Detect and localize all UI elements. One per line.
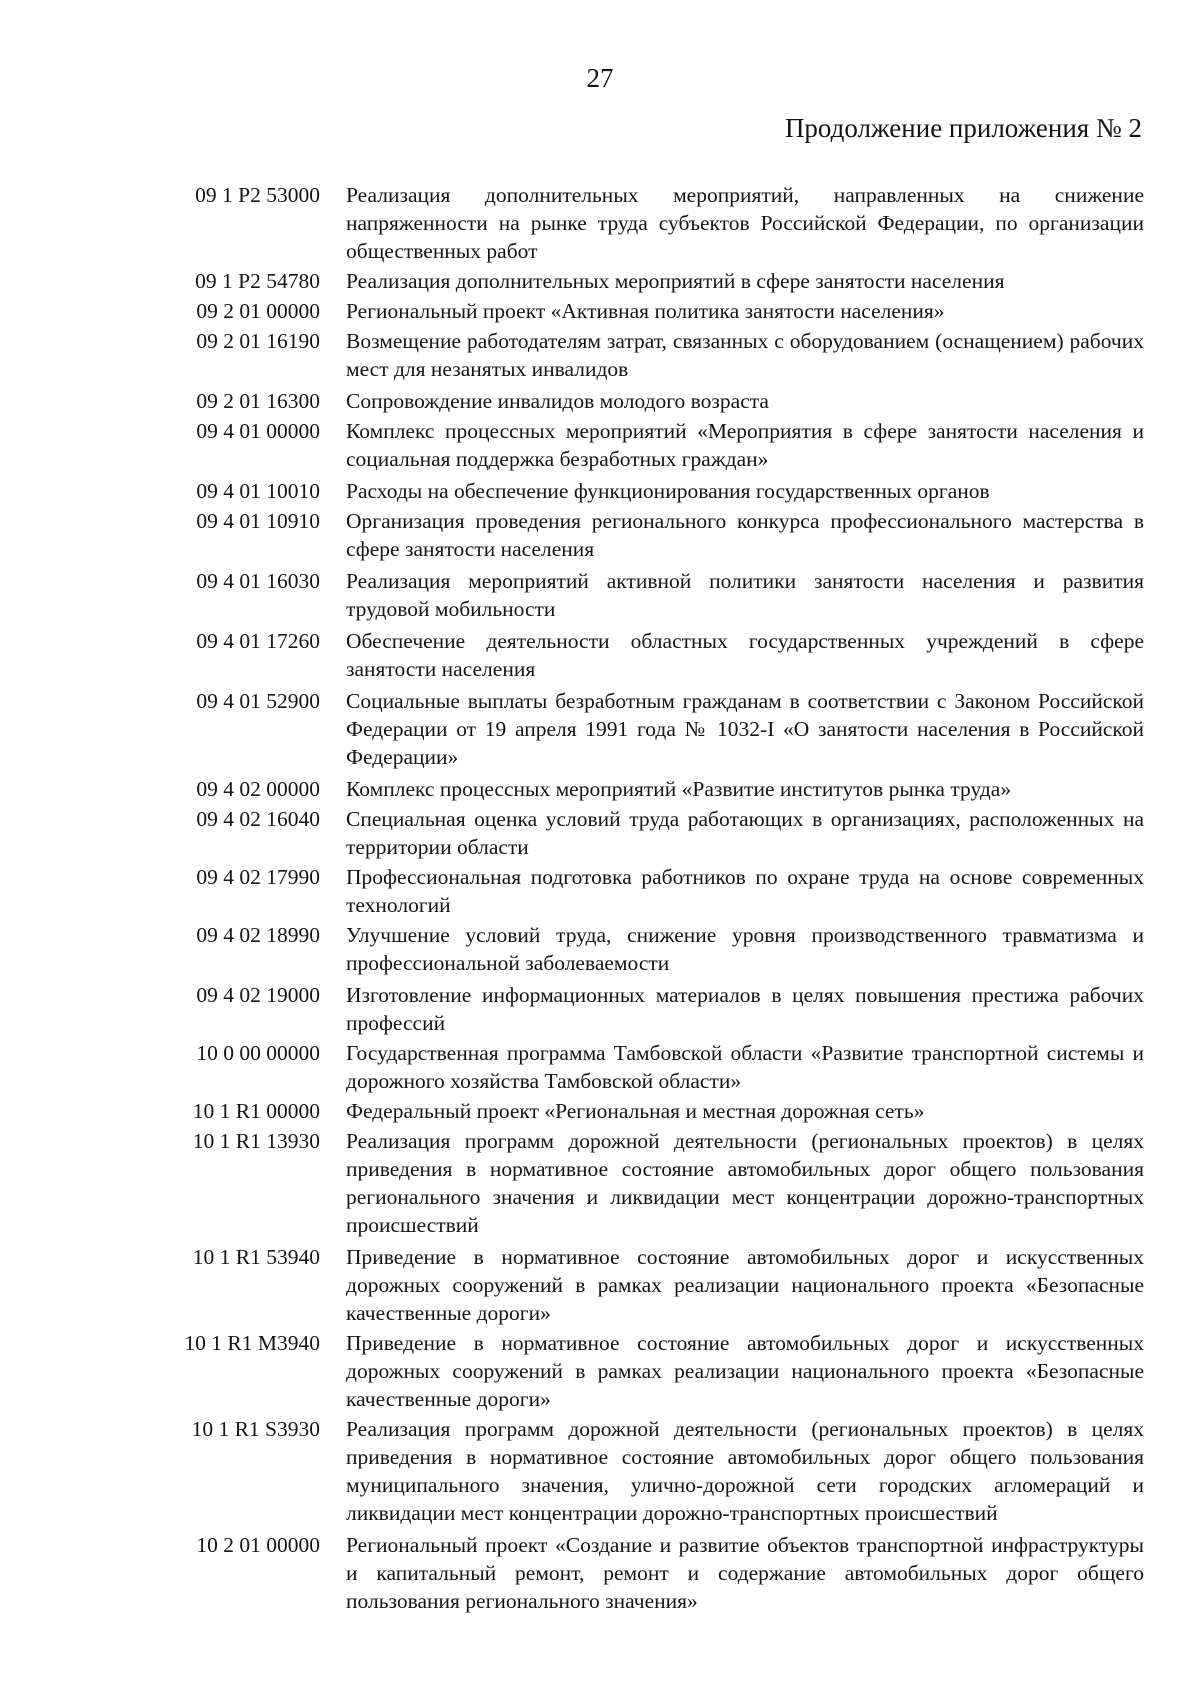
appendix-title: Продолжение приложения № 2 <box>784 113 1142 143</box>
entry-code: 09 4 01 00000 <box>196 419 320 443</box>
list-item <box>160 1415 1144 1527</box>
entry-description: Реализация мероприятий активной политики занятости населения и развития трудовой мобильности <box>346 569 1144 621</box>
entry-code: 10 1 R1 00000 <box>192 1099 320 1123</box>
entry-code: 09 4 01 52900 <box>196 689 320 713</box>
entry-code: 10 1 R1 13930 <box>192 1129 320 1153</box>
list-item <box>160 181 1144 265</box>
list-item <box>160 627 1144 683</box>
entry-code: 09 4 02 00000 <box>196 777 320 801</box>
entry-code: 10 1 R1 S3930 <box>191 1417 320 1441</box>
list-item <box>160 981 1144 1037</box>
list-item <box>160 921 1144 977</box>
list-item <box>160 507 1144 563</box>
entry-description: Комплекс процессных мероприятий «Развитие институтов рынка труда» <box>346 777 1012 801</box>
entry-description: Специальная оценка условий труда работающих в организациях, расположенных на территории области <box>346 807 1144 859</box>
entry-description: Приведение в нормативное состояние автомобильных дорог и искусственных дорожных сооружений в рамках реализации национального проекта «Безопасные качественные дороги» <box>346 1331 1144 1411</box>
list-item <box>160 387 1144 415</box>
page-number: 27 <box>586 63 614 93</box>
entry-description: Региональный проект «Создание и развитие объектов транспортной инфраструктуры и капитальный ремонт, ремонт и содержание автомобильных дорог общего пользования регионального значения» <box>346 1533 1144 1613</box>
entry-code: 10 1 R1 53940 <box>192 1245 320 1269</box>
entry-code: 09 1 P2 53000 <box>195 183 320 207</box>
entry-description: Федеральный проект «Региональная и местная дорожная сеть» <box>346 1099 925 1123</box>
entry-description: Приведение в нормативное состояние автомобильных дорог и искусственных дорожных сооружений в рамках реализации национального проекта «Безопасные качественные дороги» <box>346 1245 1144 1325</box>
list-item <box>160 1243 1144 1327</box>
entry-description: Реализация дополнительных мероприятий в сфере занятости населения <box>346 269 1005 293</box>
entry-code: 09 4 01 10010 <box>196 479 320 503</box>
entry-code: 09 4 02 17990 <box>196 865 320 889</box>
budget-code-list <box>160 181 1144 1617</box>
entry-code: 09 4 01 10910 <box>196 509 320 533</box>
entry-description: Изготовление информационных материалов в целях повышения престижа рабочих профессий <box>346 983 1144 1035</box>
list-item <box>160 863 1144 919</box>
entry-code: 09 2 01 16300 <box>196 389 320 413</box>
entry-description: Государственная программа Тамбовской области «Развитие транспортной системы и дорожного хозяйства Тамбовской области» <box>346 1041 1144 1093</box>
entry-description: Реализация программ дорожной деятельности (региональных проектов) в целях приведения в нормативное состояние автомобильных дорог общего пользования муниципального значения, улично-дорожной сети городских агломераций и ликвидации мест концентрации дорожно-транспортных происшествий <box>346 1417 1144 1525</box>
list-item <box>160 687 1144 771</box>
entry-code: 09 2 01 00000 <box>196 299 320 323</box>
list-item <box>160 1531 1144 1615</box>
list-item <box>160 1039 1144 1095</box>
list-item <box>160 267 1144 295</box>
entry-code: 09 2 01 16190 <box>196 329 320 353</box>
entry-code: 09 4 02 16040 <box>196 807 320 831</box>
entry-description: Реализация программ дорожной деятельности (региональных проектов) в целях приведения в нормативное состояние автомобильных дорог общего пользования регионального значения и ликвидации мест концентрации дорожно-транспортных происшествий <box>346 1129 1144 1237</box>
entry-description: Обеспечение деятельности областных государственных учреждений в сфере занятости населения <box>346 629 1144 681</box>
entry-description: Организация проведения регионального конкурса профессионального мастерства в сфере занятости населения <box>346 509 1144 561</box>
list-item <box>160 477 1144 505</box>
list-item <box>160 417 1144 473</box>
list-item <box>160 1127 1144 1239</box>
entry-description: Сопровождение инвалидов молодого возраста <box>346 389 769 413</box>
entry-code: 09 4 01 16030 <box>196 569 320 593</box>
list-item <box>160 327 1144 383</box>
entry-description: Социальные выплаты безработным гражданам в соответствии с Законом Российской Федерации от 19 апреля 1991 года № 1032-I «О занятости населения в Российской Федерации» <box>346 689 1144 769</box>
entry-code: 10 2 01 00000 <box>196 1533 320 1557</box>
list-item <box>160 297 1144 325</box>
entry-description: Профессиональная подготовка работников по охране труда на основе современных технологий <box>346 865 1144 917</box>
entry-code: 10 0 00 00000 <box>196 1041 320 1065</box>
list-item <box>160 775 1144 803</box>
entry-description: Улучшение условий труда, снижение уровня производственного травматизма и профессиональной заболеваемости <box>346 923 1144 975</box>
entry-description: Региональный проект «Активная политика занятости населения» <box>346 299 945 323</box>
entry-description: Комплекс процессных мероприятий «Мероприятия в сфере занятости населения и социальная поддержка безработных граждан» <box>346 419 1144 471</box>
entry-code: 09 4 01 17260 <box>196 629 320 653</box>
list-item <box>160 567 1144 623</box>
entry-description: Реализация дополнительных мероприятий, направленных на снижение напряженности на рынке труда субъектов Российской Федерации, по организации общественных работ <box>346 183 1144 263</box>
entry-description: Расходы на обеспечение функционирования государственных органов <box>346 479 990 503</box>
entry-description: Возмещение работодателям затрат, связанных с оборудованием (оснащением) рабочих мест для незанятых инвалидов <box>346 329 1144 381</box>
list-item <box>160 1329 1144 1413</box>
entry-code: 09 4 02 19000 <box>196 983 320 1007</box>
list-item <box>160 1097 1144 1125</box>
entry-code: 09 4 02 18990 <box>196 923 320 947</box>
list-item <box>160 805 1144 861</box>
entry-code: 10 1 R1 M3940 <box>184 1331 320 1355</box>
entry-code: 09 1 P2 54780 <box>195 269 320 293</box>
